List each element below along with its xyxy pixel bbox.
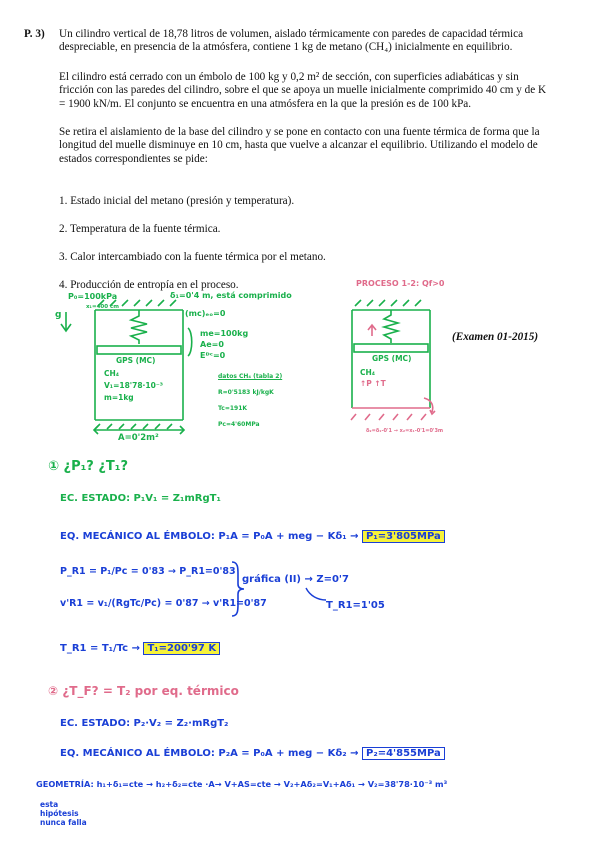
question-item-2: 2. Temperatura de la fuente térmica.	[59, 223, 221, 235]
p0-note: P₀=100kPa	[68, 292, 118, 301]
ec-note: Eᴰᶜ=0	[200, 351, 226, 360]
left-gas-label: GPS (MC)	[116, 356, 156, 365]
p1-result: P₁=3'805MPa	[362, 530, 445, 543]
geometry-equation: GEOMETRÍA: h₁+δ₁=cte → h₂+δ₂=cte ·A→ V+AS=cte → V₂+Aδ₂=V₁+Aδ₁ → V₂=38'78·10⁻³ m³	[36, 779, 448, 789]
pc-value: Pc=4'60MPa	[218, 421, 260, 428]
process-title: PROCESO 1-2: Qf>0	[356, 279, 445, 288]
question-item-1: 1. Estado inicial del metano (presión y temperatura).	[59, 195, 295, 207]
area-note: A=0'2m²	[118, 433, 159, 443]
pt-arrows: ↑P ↑T	[360, 379, 386, 388]
state-equation-2: EC. ESTADO: P₂·V₂ = Z₂·mRgT₂	[60, 718, 229, 729]
x1-note: x₁=400 cm	[86, 304, 119, 310]
tc-value: Tc=191K	[218, 405, 248, 412]
paragraph-3: Se retira el aislamiento de la base del cilindro y se pone en contacto con una fuente térmica de forma que la longitud del muelle disminuye en 10 cm, hasta que vuelve a alcanzar el equilibrio. Utilizando el modelo de estados correspondientes se pide:	[59, 126, 540, 165]
left-ch4-label: CH₄	[104, 369, 120, 378]
me-note: me=100kg	[200, 329, 249, 338]
p2-result: P₂=4'855MPa	[362, 747, 445, 760]
question-2-heading: ② ¿T_F? = T₂ por eq. térmico	[48, 684, 239, 698]
ae-note: Ae=0	[200, 340, 224, 349]
mass-note: m=1kg	[104, 393, 134, 402]
paragraph-1: Un cilindro vertical de 18,78 litros de volumen, aislado térmicamente con paredes de capacidad térmica despreciable, en presencia de la atmósfera, contiene 1 kg de metano (CH₄) inicialmente en equilibrio.	[59, 28, 524, 54]
question-1-heading: ① ¿P₁? ¿T₁?	[48, 459, 129, 474]
mc-note: (mc)ₑₒ=0	[185, 309, 226, 318]
graph-reading: gráfica (II) → Z=0'7	[242, 574, 349, 585]
v1-note: V₁=18'78·10⁻³	[104, 381, 164, 390]
state-equation-1: EC. ESTADO: P₁V₁ = Z₁mRgT₁	[60, 493, 221, 504]
t1-result: T₁=200'97 K	[143, 642, 220, 655]
mechanical-equilibrium-2	[60, 748, 445, 759]
g-label: g	[55, 310, 62, 320]
reduced-pressure: P_R1 = P₁/Pc = 0'83 → P_R1=0'83	[60, 566, 236, 577]
r-value: R=0'5183 kJ/kgK	[218, 389, 274, 396]
table-title: datos CH₄ (tabla 2)	[218, 373, 283, 380]
mechanical-equation-2: EQ. MECÁNICO AL ÉMBOLO: P₂A = P₀A + meg − Kδ₂ →	[60, 748, 359, 759]
mechanical-equation-1: EQ. MECÁNICO AL ÉMBOLO: P₁A = P₀A + meg − Kδ₁ →	[60, 531, 359, 542]
question-item-4: 4. Producción de entropía en el proceso.	[59, 279, 239, 291]
reduced-temperature: T_R1=1'05	[326, 600, 385, 611]
exam-reference: (Examen 01-2015)	[452, 331, 539, 343]
temperature-1-equation: T_R1 = T₁/Tc →	[60, 643, 140, 654]
right-gas-label: GPS (MC)	[372, 354, 412, 363]
paragraph-2: El cilindro está cerrado con un émbolo de 100 kg y 0,2 m² de sección, con superficies adiabáticas y sin fricción con las paredes del cilindro, sobre el que se apoya un muelle inicialmente comprimido 40 cm y de K = 1900 kN/m. El conjunto se encuentra en una atmósfera en la que la presión es de 100 kPa.	[59, 71, 547, 110]
spring-note: δ₁=0'4 m, está comprimido	[170, 291, 292, 300]
delta2-note: δ₂=δ₁-0'1 → x₂=x₁-0'1=0'3m	[366, 428, 444, 434]
reduced-volume: v'R1 = v₁/(RgTc/Pc) = 0'87 → v'R1=0'87	[60, 598, 267, 609]
right-ch4-label: CH₄	[360, 368, 376, 377]
hypothesis-note: esta hipótesis nunca falla	[40, 800, 87, 827]
question-item-3: 3. Calor intercambiado con la fuente térmica por el metano.	[59, 251, 326, 263]
problem-label: P. 3)	[24, 28, 45, 40]
